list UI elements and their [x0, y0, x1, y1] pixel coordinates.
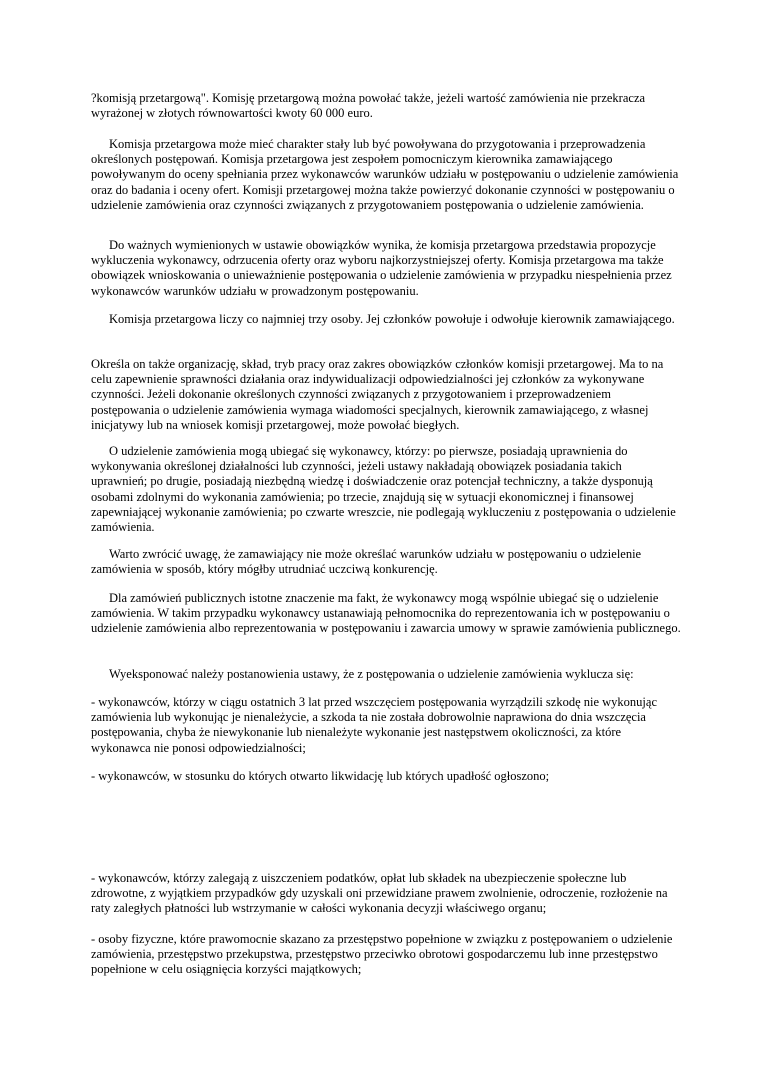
- list-item-exclusion-1: - wykonawców, którzy w ciągu ostatnich 3 lat przed wszczęciem postępowania wyrządzili szkodę nie wykonując zamówienia lub wykonując je nienależycie, a szkoda ta nie została dobrowolnie naprawiona do dnia wszczęcia postępowania, chyba że niewykonanie lub nienależyte wykonanie jest następstwem okoliczności, za które wykonawca nie ponosi odpowiedzialności;: [91, 695, 658, 755]
- paragraph-1: ?komisją przetargową". Komisję przetargową można powołać także, jeżeli wartość zamówienia nie przekracza wyrażonej w złotych równowartości kwoty 60 000 euro.: [91, 91, 646, 121]
- paragraph-3: Do ważnych wymienionych w ustawie obowiązków wynika, że komisja przetargowa przedstawia propozycje wykluczenia wykonawcy, odrzucenia oferty oraz wyboru najkorzystniejszej oferty. Komisja przetargowa ma także obowiązek wnioskowania o unieważnienie postępowania o udzielenie zamówienia w przypadku niespełnienia przez wykonawców warunków udziału w prowadzonym postępowaniu.: [91, 238, 672, 298]
- paragraph-8: Dla zamówień publicznych istotne znaczenie ma fakt, że wykonawcy mogą wspólnie ubiegać się o udzielenie zamówienia. W takim przypadku wykonawcy ustanawiają pełnomocnika do reprezentowania ich w postępowaniu o udzielenie zamówienia albo reprezentowania w postępowaniu i zawarcia umowy w sprawie zamówienia publicznego.: [91, 591, 681, 636]
- paragraph-7: Warto zwrócić uwagę, że zamawiający nie może określać warunków udziału w postępowaniu o udzielenie zamówienia w sposób, który mógłby utrudniać uczciwą konkurencję.: [91, 547, 642, 577]
- paragraph-4: Komisja przetargowa liczy co najmniej trzy osoby. Jej członków powołuje i odwołuje kierownik zamawiającego.: [109, 312, 675, 326]
- list-item-exclusion-3: - wykonawców, którzy zalegają z uiszczeniem podatków, opłat lub składek na ubezpieczenie społeczne lub zdrowotne, z wyjątkiem przypadków gdy uzyskali oni przewidziane prawem zwolnienie, odroczenie, rozłożenie na raty zaległych płatności lub wstrzymanie w całości wykonania decyzji właściwego organu;: [91, 871, 668, 916]
- list-item-exclusion-4: - osoby fizyczne, które prawomocnie skazano za przestępstwo popełnione w związku z postępowaniem o udzielenie zamówienia, przestępstwo przekupstwa, przestępstwo przeciwko obrotowi gospodarczemu lub inne przestępstwo popełnione w celu osiągnięcia korzyści majątkowych;: [91, 932, 673, 977]
- paragraph-6: O udzielenie zamówienia mogą ubiegać się wykonawcy, którzy: po pierwsze, posiadają uprawnienia do wykonywania określonej działalności lub czynności, jeżeli ustawy nakładają obowiązek posiadania takich uprawnień; po drugie, posiadają niezbędną wiedzę i doświadczenie oraz potencjał techniczny, a także dysponują osobami zdolnymi do wykonania zamówienia; po trzecie, znajdują się w sytuacji ekonomicznej i finansowej zapewniającej wykonanie zamówienia; po czwarte wreszcie, nie podlegają wykluczeniu z postępowania o udzielenie zamówienia.: [91, 444, 676, 535]
- paragraph-5: Określa on także organizację, skład, tryb pracy oraz zakres obowiązków członków komisji przetargowej. Ma to na celu zapewnienie sprawności działania oraz indywidualizacji odpowiedzialności jej członków za wykonywane czynności. Jeżeli dokonanie określonych czynności związanych z przygotowaniem i przeprowadzeniem postępowania o udzielenie zamówienia wymaga wiadomości specjalnych, kierownik zamawiającego, z własnej inicjatywy lub na wniosek komisji przetargowej, może powołać biegłych.: [91, 357, 664, 432]
- paragraph-2: Komisja przetargowa może mieć charakter stały lub być powoływana do przygotowania i przeprowadzenia określonych postępowań. Komisja przetargowa jest zespołem pomocniczym kierownika zamawiającego powoływanym do oceny spełniania przez wykonawców warunków udziału w postępowaniu o udzielenie zamówienia oraz do badania i oceny ofert. Komisji przetargowej można także powierzyć dokonanie czynności w postępowaniu o udzielenie zamówienia oraz czynności związanych z przygotowaniem postępowania o udzielenie zamówienia.: [91, 137, 679, 212]
- paragraph-9: Wyeksponować należy postanowienia ustawy, że z postępowania o udzielenie zamówienia wyklucza się:: [109, 667, 634, 681]
- list-item-exclusion-2: - wykonawców, w stosunku do których otwarto likwidację lub których upadłość ogłoszono;: [91, 769, 550, 783]
